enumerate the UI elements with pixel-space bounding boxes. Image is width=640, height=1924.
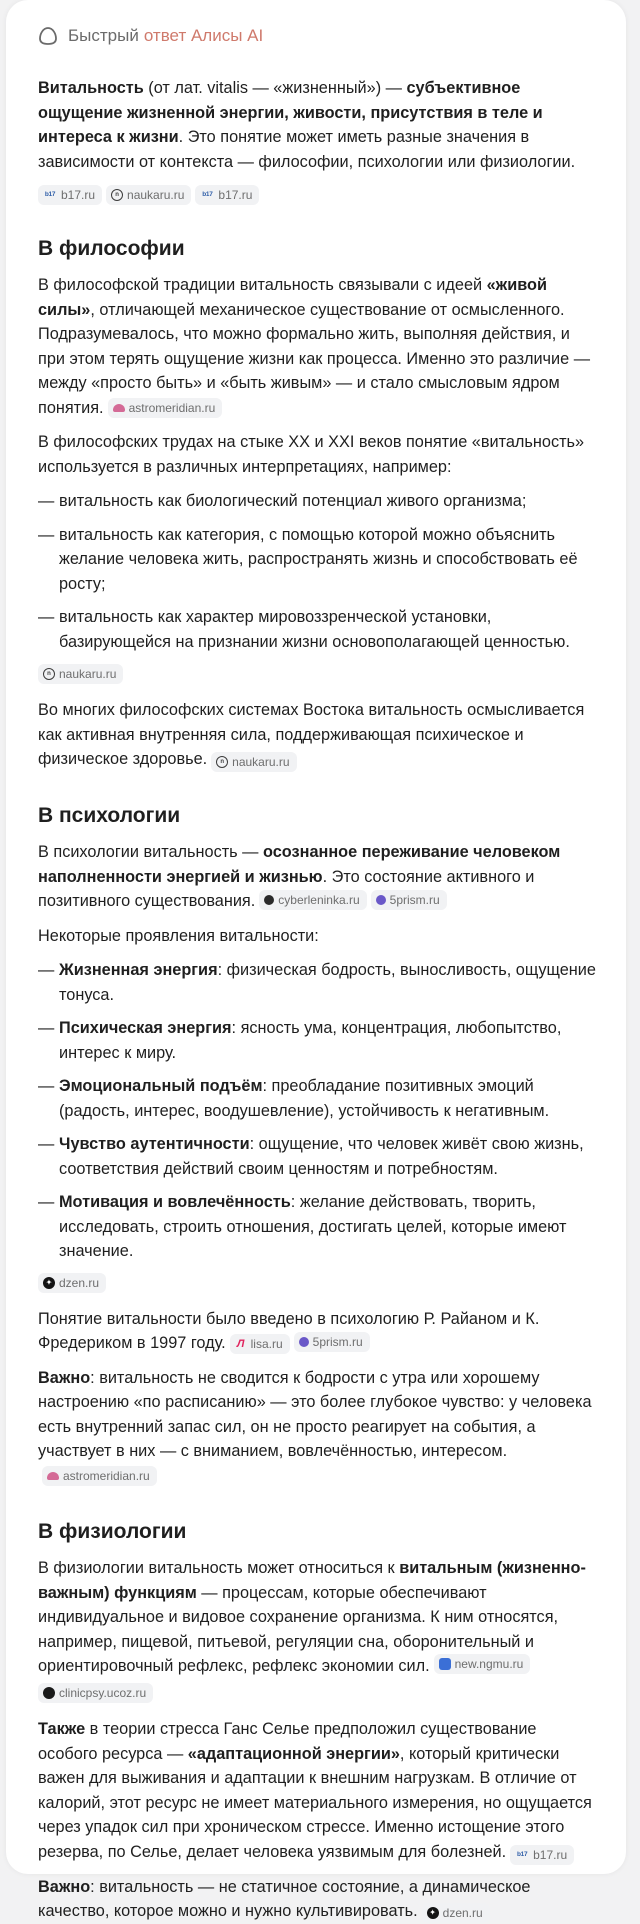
bold-term: «живой силы»	[38, 276, 547, 319]
text: Во многих философских системах Востока витальность осмысливается как активная внутренняя сила, поддерживающая психическое и физическое здоровье.	[38, 701, 585, 768]
ngmu-icon	[439, 1658, 451, 1670]
cyberleninka-icon	[264, 895, 274, 905]
physiology-paragraph-1	[38, 1556, 600, 1707]
list-item: — витальность как категория, с помощью которой можно объяснить желание человека жить, распространять жизнь и способствовать её росту;	[38, 523, 600, 597]
source-label: lisa.ru	[250, 1337, 283, 1351]
source-link[interactable]	[38, 1683, 153, 1703]
philosophy-list	[38, 489, 600, 654]
b17-icon: b17	[44, 191, 56, 198]
bold-term: Важно	[38, 1877, 91, 1896]
source-link[interactable]	[106, 185, 191, 205]
source-link[interactable]	[294, 1332, 370, 1352]
source-link[interactable]	[422, 1903, 490, 1923]
list-item	[38, 1190, 600, 1264]
answer-header	[38, 24, 600, 48]
text: В философской традиции витальность связывали с идеей	[38, 276, 487, 294]
list-desc: : ясность ума, концентрация, любопытство, интерес к миру.	[59, 1019, 562, 1062]
astromeridian-icon	[47, 1472, 59, 1480]
naukaru-icon: n	[43, 668, 55, 680]
list-desc: : ощущение, что человек живёт свою жизнь, соответствия действий своим ценностям и потребностям.	[59, 1135, 584, 1178]
philosophy-paragraph-1	[38, 273, 600, 420]
source-label: dzen.ru	[59, 1275, 100, 1290]
list-item	[38, 1132, 600, 1181]
text: , отличающей механическое существование от осмысленного. Подразумевалось, что можно формально жить, выполняя действия, и при этом терять ощущение жизни как процесса. Именно это различие — между «просто быть» и «быть живым» — и стало смысловым ядром понятия.	[38, 300, 590, 417]
source-link[interactable]	[38, 1273, 106, 1293]
list-term: Психическая энергия	[59, 1019, 232, 1037]
intro-text: (от лат. vitalis — «жизненный») —	[143, 79, 407, 97]
list-desc: : физическая бодрость, выносливость, ощущение тонуса.	[59, 961, 596, 1004]
source-label: 5prism.ru	[312, 1335, 363, 1349]
clinicpsy-icon	[43, 1687, 55, 1699]
dzen-icon: ✦	[43, 1277, 55, 1289]
section-heading-psychology: В психологии	[38, 804, 181, 827]
answer-card	[6, 0, 626, 1920]
header-title-accent: ответ Алисы AI	[143, 26, 264, 45]
list-term: Эмоциональный подъём	[59, 1077, 263, 1095]
b17-icon: b17	[516, 1850, 528, 1858]
lisa-icon: Л	[236, 1338, 245, 1350]
source-link[interactable]	[42, 1466, 157, 1486]
psychology-list	[38, 958, 600, 1264]
source-link[interactable]	[230, 1334, 290, 1354]
text: В психологии витальность —	[38, 843, 263, 861]
source-label: b17.ru	[533, 1847, 568, 1862]
list-desc: : преобладание позитивных эмоций (радость, интерес, воодушевление), устойчивость к негативным.	[59, 1077, 550, 1120]
source-link[interactable]	[259, 890, 366, 910]
b17-icon: b17	[202, 191, 213, 198]
intro-paragraph	[38, 76, 600, 174]
source-label: cyberleninka.ru	[278, 893, 360, 907]
list-term: Чувство аутентичности	[59, 1135, 250, 1153]
source-label: b17.ru	[218, 188, 253, 202]
source-label: astromeridian.ru	[128, 400, 216, 415]
text: . Это состояние активного и позитивного существования.	[38, 867, 535, 910]
source-label: 5prism.ru	[389, 893, 440, 907]
list-item	[38, 1074, 600, 1123]
header-title: Быстрый	[68, 26, 139, 45]
physiology-paragraph-3	[38, 1875, 600, 1924]
source-label: b17.ru	[61, 188, 96, 202]
source-label: naukaru.ru	[59, 667, 117, 681]
bold-term: «адаптационной энергии»	[187, 1744, 400, 1763]
alice-icon	[38, 26, 58, 46]
source-link[interactable]	[38, 185, 102, 205]
text: : витальность — не статичное состояние, а динамическое качество, которое можно и нужно культивировать.	[38, 1877, 531, 1920]
source-link[interactable]	[211, 752, 296, 772]
bold-term: витальным (жизненно-важным) функциям	[38, 1559, 586, 1602]
psychology-list-source	[38, 1273, 600, 1293]
source-link[interactable]	[510, 1845, 574, 1865]
source-label: naukaru.ru	[127, 188, 185, 202]
list-term: Жизненная энергия	[59, 961, 218, 979]
naukaru-icon: n	[111, 189, 123, 201]
source-label: astromeridian.ru	[63, 1468, 150, 1483]
text: В физиологии витальность может относиться к	[38, 1559, 400, 1577]
source-label: dzen.ru	[442, 1906, 483, 1920]
naukaru-icon: n	[216, 756, 228, 768]
list-desc: : желание действовать, творить, исследовать, строить отношения, достигать целей, которые имеют значение.	[59, 1193, 567, 1260]
psychology-paragraph-4	[38, 1366, 600, 1489]
source-link[interactable]	[371, 890, 447, 910]
source-label: naukaru.ru	[232, 755, 290, 769]
text: Понятие витальности было введено в психологию Р. Райаном и К. Фредериком в 1997 году.	[38, 1309, 540, 1352]
list-item	[38, 958, 600, 1007]
bold-term: Важно	[38, 1368, 91, 1387]
source-link[interactable]	[108, 398, 223, 418]
5prism-icon	[299, 1337, 309, 1347]
philosophy-list-source	[38, 663, 600, 684]
astromeridian-icon	[113, 404, 125, 412]
psychology-paragraph-2: Некоторые проявления витальности:	[38, 926, 319, 945]
source-label: clinicpsy.ucoz.ru	[59, 1685, 147, 1700]
source-label: new.ngmu.ru	[454, 1657, 524, 1671]
dzen-icon: ✦	[427, 1907, 439, 1919]
intro-text-end: . Это понятие может иметь разные значения в зависимости от контекста — философии, психологии или физиологии.	[38, 128, 576, 171]
bold-term: осознанное переживание человеком наполненности энергией и жизнью	[38, 843, 561, 886]
text: — процессам, которые обеспечивают индивидуальное и видовое сохранение организма. К ним относятся, например, пищевой, питьевой, регуляции сна, оборонительный и ориентировочный рефлекс, рефлекс экономии сил.	[38, 1583, 559, 1675]
text: , который критически важен для выживания и адаптации к внешним нагрузкам. В отличие от калорий, этот ресурс не имеет материального измерения, но ощущается через упадок сил при хроническом стрессе. Именно истощение этого резерва, по Селье, делает человека уязвимым для болезней.	[38, 1744, 592, 1861]
section-heading-philosophy: В философии	[38, 237, 185, 260]
list-item: — витальность как характер мировоззренческой установки, базирующейся на признании жизни основополагающей ценностью.	[38, 605, 600, 654]
list-term: Мотивация и вовлечённость	[59, 1193, 291, 1211]
philosophy-paragraph-2: В философских трудах на стыке XX и XXI веков понятие «витальность» используется в различных интерпретациях, например:	[38, 433, 585, 476]
philosophy-paragraph-3	[38, 698, 600, 772]
intro-sources	[38, 184, 600, 205]
5prism-icon	[376, 895, 386, 905]
section-heading-physiology: В физиологии	[38, 1520, 187, 1543]
source-link[interactable]	[434, 1654, 531, 1674]
psychology-paragraph-1	[38, 840, 600, 914]
list-item	[38, 1016, 600, 1065]
psychology-paragraph-3	[38, 1307, 600, 1356]
text: : витальность не сводится к бодрости с утра или хорошему настроению «по расписанию» — это более глубокое чувство: у человека есть внутренний запас сил, он не просто реагирует на события, а участвует в них — с вниманием, вовлечённостью, интересом.	[38, 1368, 592, 1460]
source-link[interactable]	[195, 185, 259, 205]
text: в теории стресса Ганс Селье предположил существование особого ресурса —	[38, 1720, 537, 1763]
intro-definition: субъективное ощущение жизненной энергии, живости, присутствия в теле и интереса к жизни	[38, 79, 543, 146]
source-link[interactable]	[38, 664, 123, 684]
intro-term: Витальность	[38, 79, 144, 97]
physiology-paragraph-2	[38, 1717, 600, 1865]
list-item: — витальность как биологический потенциал живого организма;	[38, 489, 600, 514]
bold-term: Также	[38, 1720, 86, 1738]
